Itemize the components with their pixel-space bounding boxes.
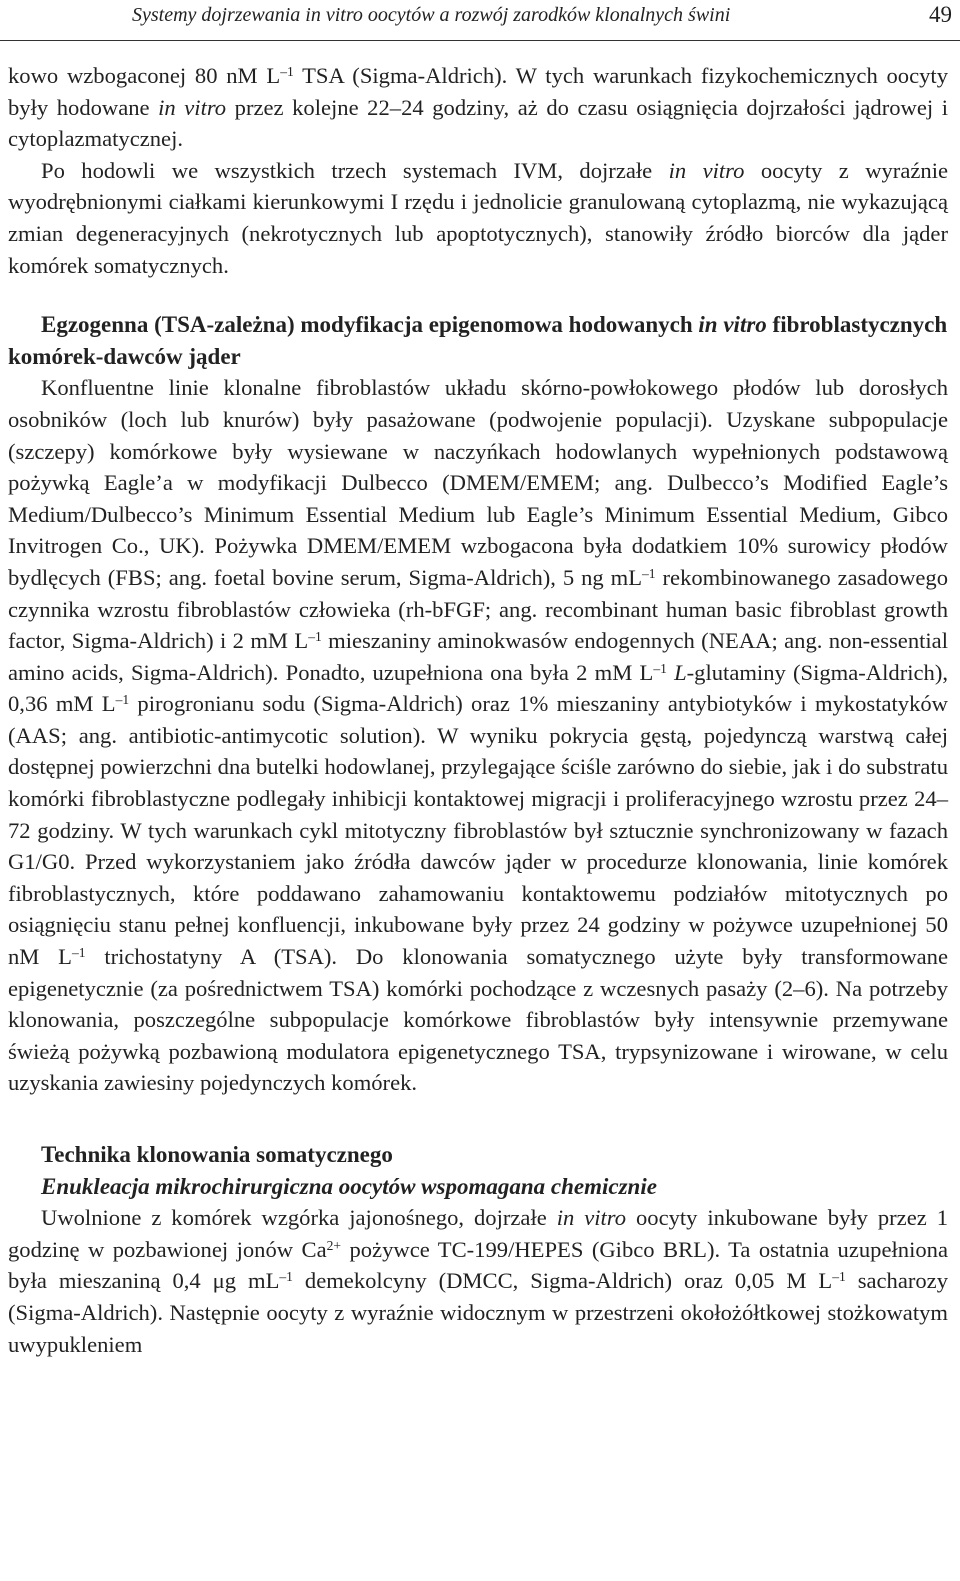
paragraph-enucleation: Uwolnione z komórek wzgórka jajonośnego, dojrzałe in vitro oocyty inkubowane były przez 1 godzinę w pozbawionej jonów $Ca^{2+}$ pożywce TC-199/HEPES (Gibco BRL). Ta ostatnia uzupełniona była mieszaniną 0,4 μg $mL^{-1}$ demekolcyny (DMCC, Sigma-Aldrich) oraz 0,05 M $L^{-1}$ sacharozy (Sigma-Aldrich). Następnie oocyty z wyraźnie widocznym w przestrzeni okołożółtkowej stożkowatym uwypukleniem: [8, 1205, 949, 1357]
running-header: [0, 0, 960, 41]
running-title: Systemy dojrzewania in vitro oocytów a rozwój zarodków klonalnych świni: [132, 4, 731, 26]
paragraph-ivm-oocytes: Po hodowli we wszystkich trzech systemach IVM, dojrzałe in vitro oocyty z wyraźnie wyodrębnionymi ciałkami kierunkowymi I rzędu i jednolicie granulowaną cytoplazmą, nie wykazującą zmian degeneracyjnych (nekrotycznych lub apoptotycznych), stanowiły źródło biorców dla jąder komórek somatycznych.: [8, 157, 948, 278]
section-heading-cloning-technique: Technika klonowania somatycznego: [41, 1142, 393, 1167]
subsection-heading-enucleation: Enukleacja mikrochirurgiczna oocytów wspomagana chemicznie: [41, 1173, 657, 1199]
page-body: [8, 60, 948, 1360]
paragraph-fibroblast-culture: Konfluentne linie klonalne fibroblastów układu skórno-powłokowego płodów lub dorosłych osobników (loch lub knurów) były pasażowane (podwojenie populacji). Uzyskane subpopulacje (szczepy) komórkowe były wysiewane w naczyńkach hodowlanych wypełnionych podstawową pożywką Eagle’a w modyfikacji Dulbecco (DMEM/EMEM; ang. Dulbecco’s Modified Eagle’s Medium/Dulbecco’s Minimum Essential Medium lub Eagle’s Minimum Essential Medium, Gibco Invitrogen Co., UK). Pożywka DMEM/EMEM wzbogacona była dodatkiem 10% surowicy płodów bydlęcych (FBS; ang. foetal bovine serum, Sigma-Aldrich), 5 ng $mL^{-1}$ rekombinowanego zasadowego czynnika wzrostu fibroblastów człowieka (rh-bFGF; ang. recombinant human basic fibroblast growth factor, Sigma-Aldrich) i 2 mM $L^{-1}$ mieszaniny aminokwasów endogennych (NEAA; ang. non-essential amino acids, Sigma-Aldrich). Ponadto, uzupełniona ona była 2 mM $L^{-1}$ L-glutaminy (Sigma-Aldrich), 0,36 mM $L^{-1}$ pirogronianu sodu (Sigma-Aldrich) oraz 1% mieszaniny antybiotyków i mykostatyków (AAS; ang. antibiotic-antimycotic solution). W wyniku pokrycia gęstą, pojedynczą warstwą całej dostępnej powierzchni dna butelki hodowlanej, przylegające ściśle zarówno do siebie, jak i do substratu komórki fibroblastyczne podlegały inhibicji kontaktowej migracji i proliferacyjnego wzrostu przez 24–72 godziny. W tych warunkach cykl mitotyczny fibroblastów był sztucznie synchronizowany w fazach G1/G0. Przed wykorzystaniem jako źródła dawców jąder w procedurze klonowania, linie komórek fibroblastycznych, które poddawano zahamowaniu kontaktowemu podziałów mitotycznych po osiągnięciu stanu pełnej konfluencji, inkubowane były przez 24 godziny w pożywce uzupełnionej 50 nM $L^{-1}$ trichostatyny A (TSA). Do klonowania somatycznego użyte były transformowane epigenetycznie (za pośrednictwem TSA) komórki pochodzące z wczesnych pasaży (2–6). Na potrzeby klonowania, poszczególne subpopulacje komórkowe fibroblastów były intensywnie przemywane świeżą pożywką pozbawioną modulatora epigenetycznego TSA, trypsynizowane i wirowane, w celu uzyskania zawiesiny pojedynczych komórek.: [8, 375, 949, 1096]
paragraph-ivm-continuation: kowo wzbogaconej 80 nM $L^{-1}$ TSA (Sigma-Aldrich). W tych warunkach fizykochemicznych oocyty były hodowane in vitro przez kolejne 22–24 godziny, aż do czasu osiągnięcia dojrzałości jądrowej i cytoplazmatycznej.: [8, 63, 948, 152]
page-number: 49: [929, 2, 952, 27]
section-heading-tsa-modification: Egzogenna (TSA-zależna) modyfikacja epigenomowa hodowanych in vitro fibroblastycznych komórek-dawców jąder: [8, 312, 948, 369]
